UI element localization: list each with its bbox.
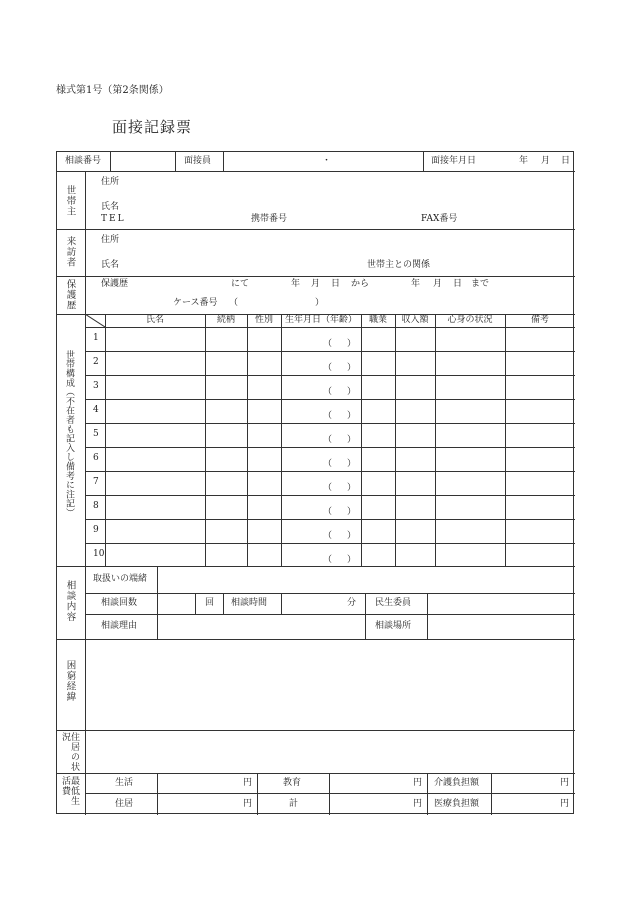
case-number-label: ケース番号: [173, 298, 218, 308]
education-label: 教育: [283, 778, 302, 788]
housing-cost-label: 住居: [115, 799, 134, 809]
rule: [85, 399, 575, 400]
protection-heading: 保護歴: [64, 279, 76, 311]
consult-time-label: 相談時間: [231, 598, 268, 608]
rule: [423, 152, 424, 171]
yen-unit: 円: [560, 799, 570, 809]
consult-number-label: 相談番号: [65, 156, 102, 166]
rule: [85, 327, 575, 328]
consult-place-label: 相談場所: [375, 621, 412, 631]
household-row-number: 2: [93, 357, 99, 367]
rule: [505, 314, 506, 566]
protection-year: 年: [291, 279, 301, 289]
rule: [491, 773, 492, 815]
rule: [223, 152, 224, 171]
rule: [361, 314, 362, 566]
age-paren-open: （: [323, 339, 333, 349]
yen-unit: 円: [243, 778, 253, 788]
rule: [427, 773, 428, 815]
rule: [85, 351, 575, 352]
rule: [281, 314, 282, 566]
case-number-open: （: [229, 298, 239, 308]
household-row-number: 6: [93, 453, 99, 463]
rule: [85, 793, 575, 794]
household-column-header: 心身の状況: [447, 315, 493, 325]
household-heading: 世帯構成（不在者も記入し備考に注記）: [64, 350, 74, 518]
rule: [57, 276, 575, 277]
age-paren-close: ）: [347, 507, 357, 517]
yen-unit: 円: [413, 799, 423, 809]
household-column-header: 生年月日（年齢）: [284, 315, 358, 325]
protection-day2: 日: [453, 279, 463, 289]
consult-count-label: 相談回数: [101, 598, 138, 608]
household-row-number: 10: [93, 549, 105, 559]
age-paren-close: ）: [347, 411, 357, 421]
consult-reason-label: 相談理由: [101, 621, 138, 631]
rule: [85, 375, 575, 376]
interview-record-form: [56, 151, 574, 814]
rule: [175, 152, 176, 171]
householder-heading: 世帯主: [64, 185, 76, 217]
date-day-unit: 日: [561, 156, 571, 166]
household-row-number: 8: [93, 501, 99, 511]
rule: [247, 314, 248, 566]
rule: [205, 314, 206, 566]
protection-day: 日: [331, 279, 341, 289]
document-title: 面接記録票: [112, 118, 193, 136]
care-burden-label: 介護負担額: [434, 778, 480, 788]
rule: [85, 495, 575, 496]
rule: [195, 593, 196, 614]
age-paren-open: （: [323, 387, 333, 397]
household-row-number: 1: [93, 333, 99, 343]
interviewer-label: 面接員: [184, 156, 212, 166]
protection-year2: 年: [411, 279, 421, 289]
visitor-address-label: 住所: [101, 235, 120, 245]
rule: [85, 519, 575, 520]
age-paren-close: ）: [347, 435, 357, 445]
household-column-header: 収入額: [401, 315, 429, 325]
householder-mobile-label: 携帯番号: [251, 214, 288, 224]
corner-diagonal: [85, 314, 105, 327]
rule: [57, 566, 575, 567]
age-paren-close: ）: [347, 363, 357, 373]
age-paren-close: ）: [347, 531, 357, 541]
age-paren-close: ）: [347, 459, 357, 469]
consultation-heading: 相談内容: [64, 580, 76, 622]
yen-unit: 円: [413, 778, 423, 788]
rule: [157, 566, 158, 639]
rule: [395, 314, 396, 566]
age-paren-close: ）: [347, 555, 357, 565]
protection-until: まで: [471, 279, 490, 289]
minutes-unit: 分: [347, 598, 357, 608]
householder-fax-label: FAX番号: [421, 214, 458, 224]
protection-month: 月: [311, 279, 321, 289]
householder-name-label: 氏名: [101, 202, 120, 212]
age-paren-open: （: [323, 411, 333, 421]
rule: [435, 314, 436, 566]
medical-burden-label: 医療負担額: [434, 799, 480, 809]
age-paren-open: （: [323, 459, 333, 469]
date-year-unit: 年: [519, 156, 529, 166]
age-paren-close: ）: [347, 339, 357, 349]
household-row-number: 5: [93, 429, 99, 439]
age-paren-open: （: [323, 555, 333, 565]
rule: [110, 152, 111, 171]
rule: [85, 471, 575, 472]
case-number-close: ）: [315, 298, 325, 308]
age-paren-open: （: [323, 531, 333, 541]
living-label: 生活: [115, 778, 134, 788]
rule: [85, 543, 575, 544]
living-cost-heading: 最低生活費: [60, 776, 79, 806]
rule: [57, 773, 575, 774]
rule: [223, 593, 224, 614]
times-unit: 回: [205, 598, 215, 608]
rule: [365, 593, 366, 639]
rule: [105, 314, 106, 566]
rule: [57, 639, 575, 640]
interview-date-label: 面接年月日: [431, 156, 477, 166]
household-column-header: 備考: [530, 315, 550, 325]
household-row-number: 4: [93, 405, 99, 415]
rule: [85, 171, 86, 815]
household-column-header: 続柄: [216, 315, 236, 325]
rule: [157, 773, 158, 815]
rule: [85, 447, 575, 448]
household-column-header: 性別: [254, 315, 274, 325]
age-paren-open: （: [323, 435, 333, 445]
protection-nite: にて: [231, 279, 250, 289]
household-column-header: 氏名: [145, 315, 165, 325]
protection-label: 保護歴: [101, 279, 129, 289]
age-paren-close: ）: [347, 387, 357, 397]
protection-month2: 月: [433, 279, 443, 289]
protection-from: から: [351, 279, 370, 289]
interviewer-separator: ・: [322, 156, 332, 166]
householder-tel-label: TEL: [101, 214, 126, 224]
household-column-header: 職業: [368, 315, 388, 325]
origin-label: 取扱いの端緒: [93, 574, 148, 584]
visitor-name-label: 氏名: [101, 260, 120, 270]
welfare-commissioner-label: 民生委員: [375, 598, 412, 608]
yen-unit: 円: [560, 778, 570, 788]
rule: [257, 773, 258, 815]
age-paren-open: （: [323, 363, 333, 373]
rule: [281, 593, 282, 614]
rule: [57, 730, 575, 731]
age-paren-open: （: [323, 483, 333, 493]
rule: [85, 593, 575, 594]
householder-address-label: 住所: [101, 177, 120, 187]
housing-heading: 住居の状況: [60, 732, 79, 772]
rule: [85, 614, 575, 615]
household-row-number: 9: [93, 525, 99, 535]
yen-unit: 円: [243, 799, 253, 809]
date-month-unit: 月: [541, 156, 551, 166]
age-paren-open: （: [323, 507, 333, 517]
household-row-number: 3: [93, 381, 99, 391]
rule: [329, 773, 330, 815]
rule: [85, 423, 575, 424]
visitor-relation-label: 世帯主との関係: [367, 260, 431, 270]
rule: [427, 593, 428, 639]
age-paren-close: ）: [347, 483, 357, 493]
hardship-heading: 困窮経緯: [64, 660, 76, 702]
rule: [57, 229, 575, 230]
total-label: 計: [289, 799, 299, 809]
household-row-number: 7: [93, 477, 99, 487]
form-number: 様式第1号（第2条関係）: [56, 85, 169, 96]
rule: [57, 171, 575, 172]
visitor-heading: 来訪者: [64, 236, 76, 268]
